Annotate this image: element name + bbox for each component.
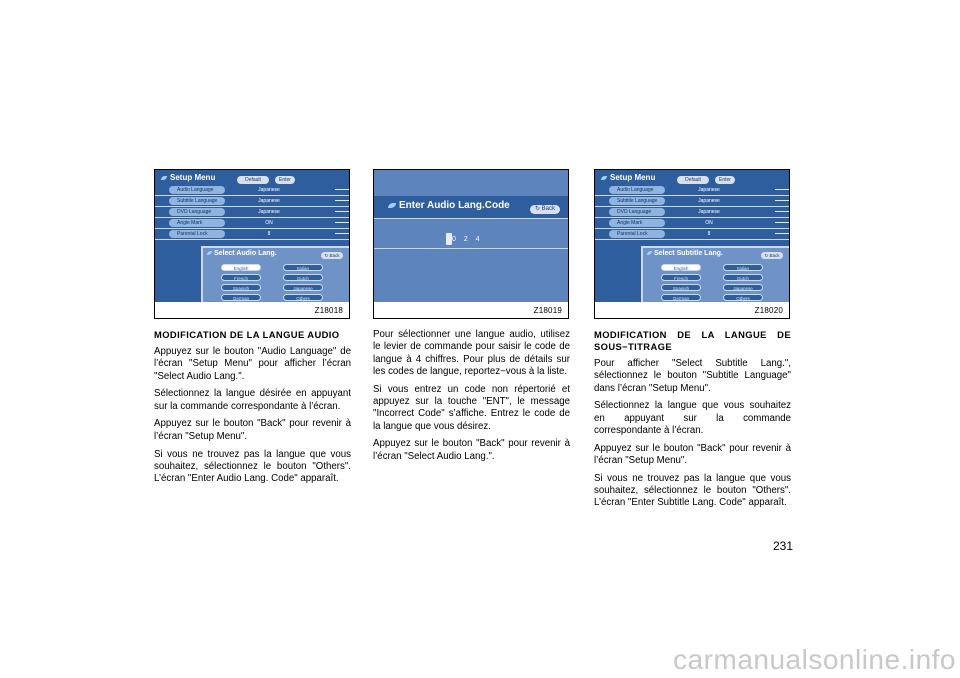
setting-row[interactable]: Subtitle Language Japanese [155, 196, 349, 207]
screen-setup-menu [595, 170, 789, 302]
back-button[interactable]: ↻ Back [321, 252, 343, 259]
code-digits: 0 2 4 [452, 236, 483, 243]
watermark: carmanualsonline.info [673, 644, 956, 675]
paragraph: Si vous ne trouvez pas la langue que vous souhaitez, sélectionnez le bouton "Others". L’écran "Enter Audio Lang. Code" apparaît. [154, 448, 351, 485]
setting-row[interactable]: Audio Language Japanese [595, 185, 789, 196]
option-button[interactable]: Spanish [221, 284, 261, 291]
figure-code: Z18019 [533, 306, 562, 315]
paragraph: Sélectionnez la langue désirée en appuyant sur la commande correspondante à l’écran. [154, 388, 351, 412]
option-button[interactable]: French [221, 274, 261, 281]
screen-setup-menu [155, 170, 349, 302]
figure-code: Z18018 [314, 306, 343, 315]
figure-setup-subtitle [594, 169, 790, 319]
paragraph: Appuyez sur le bouton "Back" pour revenir à l’écran "Select Audio Lang.". [373, 438, 570, 462]
option-button[interactable]: English [661, 264, 701, 271]
paragraph: Si vous entrez un code non répertorié et appuyez sur la touche "ENT", le message "Incorrect Code" s’affiche. Entrez le code de la langue que vous désirez. [373, 383, 570, 432]
option-button[interactable]: Dutch [283, 274, 323, 281]
page-number: 231 [773, 539, 794, 553]
column-2 [373, 329, 570, 468]
default-button[interactable]: Default [677, 176, 709, 184]
leaf-icon [161, 176, 167, 180]
option-button[interactable]: Dutch [723, 274, 763, 281]
paragraph: Si vous ne trouvez pas la langue que vous souhaitez, sélectionnez le bouton "Others". L’écran "Enter Subtitle Lang. Code" apparaît. [594, 472, 791, 509]
setting-row[interactable]: Parental Lock 8 [155, 229, 349, 240]
section-heading: MODIFICATION DE LA LANGUE AUDIO [154, 329, 340, 340]
paragraph: Pour sélectionner une langue audio, utilisez le levier de commande pour saisir le code de langue à 4 chiffres. Pour plus de détails sur les codes de langue, reportez−vous à la liste. [373, 329, 570, 377]
panel-title: Select Subtitle Lang. [654, 250, 723, 257]
option-button[interactable]: Others [283, 294, 323, 301]
screen-title: Enter Audio Lang.Code [399, 200, 510, 211]
paragraph: Sélectionnez la langue que vous souhaitez en appuyant sur la commande correspondante à l’écran. [594, 400, 791, 436]
enter-button[interactable]: Enter [275, 176, 295, 184]
paragraph: Appuyez sur le bouton "Back" pour revenir à l’écran "Setup Menu". [154, 418, 351, 442]
option-button[interactable]: Italian [723, 264, 763, 271]
default-button[interactable]: Default [237, 176, 269, 184]
leaf-icon [601, 176, 607, 180]
panel-title: Select Audio Lang. [214, 250, 277, 257]
paragraph: Pour afficher "Select Subtitle Lang.", sélectionnez le bouton "Subtitle Language" dans l’écran "Setup Menu". [594, 358, 791, 394]
option-button[interactable]: German [661, 294, 701, 301]
section-heading: MODIFICATION DE LA LANGUE DE SOUS−TITRAGE [594, 329, 791, 352]
figure-setup-audio [154, 169, 350, 319]
option-button[interactable]: Japanese [283, 284, 323, 291]
option-button[interactable]: German [221, 294, 261, 301]
option-button[interactable]: Spanish [661, 284, 701, 291]
setting-row[interactable]: DVD Language Japanese [155, 207, 349, 218]
back-button[interactable]: ↻ Back [761, 252, 783, 259]
option-button[interactable]: Italian [283, 264, 323, 271]
screen-enter-code [374, 170, 568, 302]
enter-button[interactable]: Enter [715, 176, 735, 184]
leaf-icon [388, 203, 396, 208]
option-button[interactable]: French [661, 274, 701, 281]
setting-row[interactable]: DVD Language Japanese [595, 207, 789, 218]
screen-title: Setup Menu [610, 173, 656, 182]
select-language-panel [641, 246, 789, 302]
option-button[interactable]: Japanese [723, 284, 763, 291]
setting-row[interactable]: Subtitle Language Japanese [595, 196, 789, 207]
setting-row[interactable]: Angle Mark ON [155, 218, 349, 229]
select-language-panel [201, 246, 349, 302]
figure-code: Z18020 [754, 306, 783, 315]
setting-row[interactable]: Parental Lock 8 [595, 229, 789, 240]
setting-row[interactable]: Audio Language Japanese [155, 185, 349, 196]
paragraph: Appuyez sur le bouton "Back" pour revenir à l’écran "Setup Menu". [594, 442, 791, 467]
column-1 [154, 329, 351, 491]
option-button[interactable]: Others [723, 294, 763, 301]
back-button[interactable]: ↻ Back [530, 205, 560, 214]
setting-row[interactable]: Angle Mark ON [595, 218, 789, 229]
option-button[interactable]: English [221, 264, 261, 271]
figure-enter-code [373, 169, 569, 319]
leaf-icon [207, 251, 212, 255]
screen-title: Setup Menu [170, 173, 216, 182]
paragraph: Appuyez sur le bouton "Audio Language" de l’écran "Setup Menu" pour afficher l’écran "Select Audio Lang.". [154, 346, 351, 382]
column-3 [594, 329, 791, 515]
leaf-icon [647, 251, 652, 255]
